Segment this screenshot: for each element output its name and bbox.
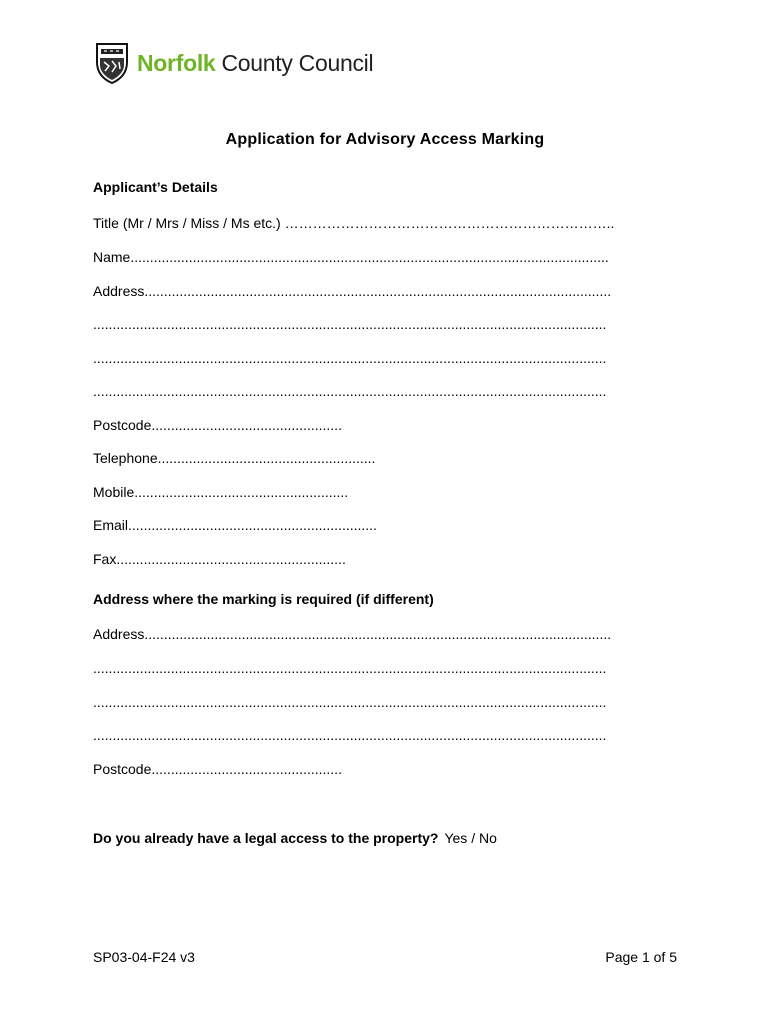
- legal-access-question-row: [93, 830, 497, 846]
- email-field[interactable]: Email................................................................: [93, 517, 377, 533]
- page-number: Page 1 of 5: [605, 949, 677, 965]
- logo-norfolk-text: Norfolk: [137, 50, 216, 76]
- marking-address-field-line-2[interactable]: ....................................................................................................................................: [93, 660, 607, 676]
- telephone-field[interactable]: Telephone........................................................: [93, 450, 376, 466]
- fax-field[interactable]: Fax...........................................................: [93, 551, 346, 567]
- logo-county-council-text: County Council: [215, 50, 374, 76]
- name-field[interactable]: Name...........................................................................................................................: [93, 249, 609, 265]
- legal-access-question: Do you already have a legal access to the property?: [93, 830, 439, 846]
- title-field[interactable]: Title (Mr / Mrs / Miss / Ms etc.) ……………………………………………………………..: [93, 215, 615, 231]
- postcode-field[interactable]: Postcode.................................................: [93, 417, 342, 433]
- marking-address-heading: Address where the marking is required (if different): [93, 591, 434, 607]
- marking-address-field-line-1[interactable]: Address........................................................................................................................: [93, 626, 612, 642]
- address-field-line-3[interactable]: ....................................................................................................................................: [93, 350, 607, 366]
- applicant-details-heading: Applicant’s Details: [93, 179, 218, 195]
- address-field-line-1[interactable]: Address........................................................................................................................: [93, 283, 612, 299]
- norfolk-crest-icon: [95, 42, 129, 84]
- address-field-line-4[interactable]: ....................................................................................................................................: [93, 383, 607, 399]
- form-reference: SP03-04-F24 v3: [93, 949, 195, 965]
- address-field-line-2[interactable]: ....................................................................................................................................: [93, 316, 607, 332]
- council-logo: [95, 42, 373, 84]
- form-title: Application for Advisory Access Marking: [225, 131, 545, 148]
- mobile-field[interactable]: Mobile.......................................................: [93, 484, 349, 500]
- marking-postcode-field[interactable]: Postcode.................................................: [93, 761, 342, 777]
- council-name: [137, 42, 373, 84]
- legal-access-answer[interactable]: Yes / No: [444, 830, 497, 846]
- marking-address-field-line-4[interactable]: ....................................................................................................................................: [93, 727, 607, 743]
- marking-address-field-line-3[interactable]: ....................................................................................................................................: [93, 694, 607, 710]
